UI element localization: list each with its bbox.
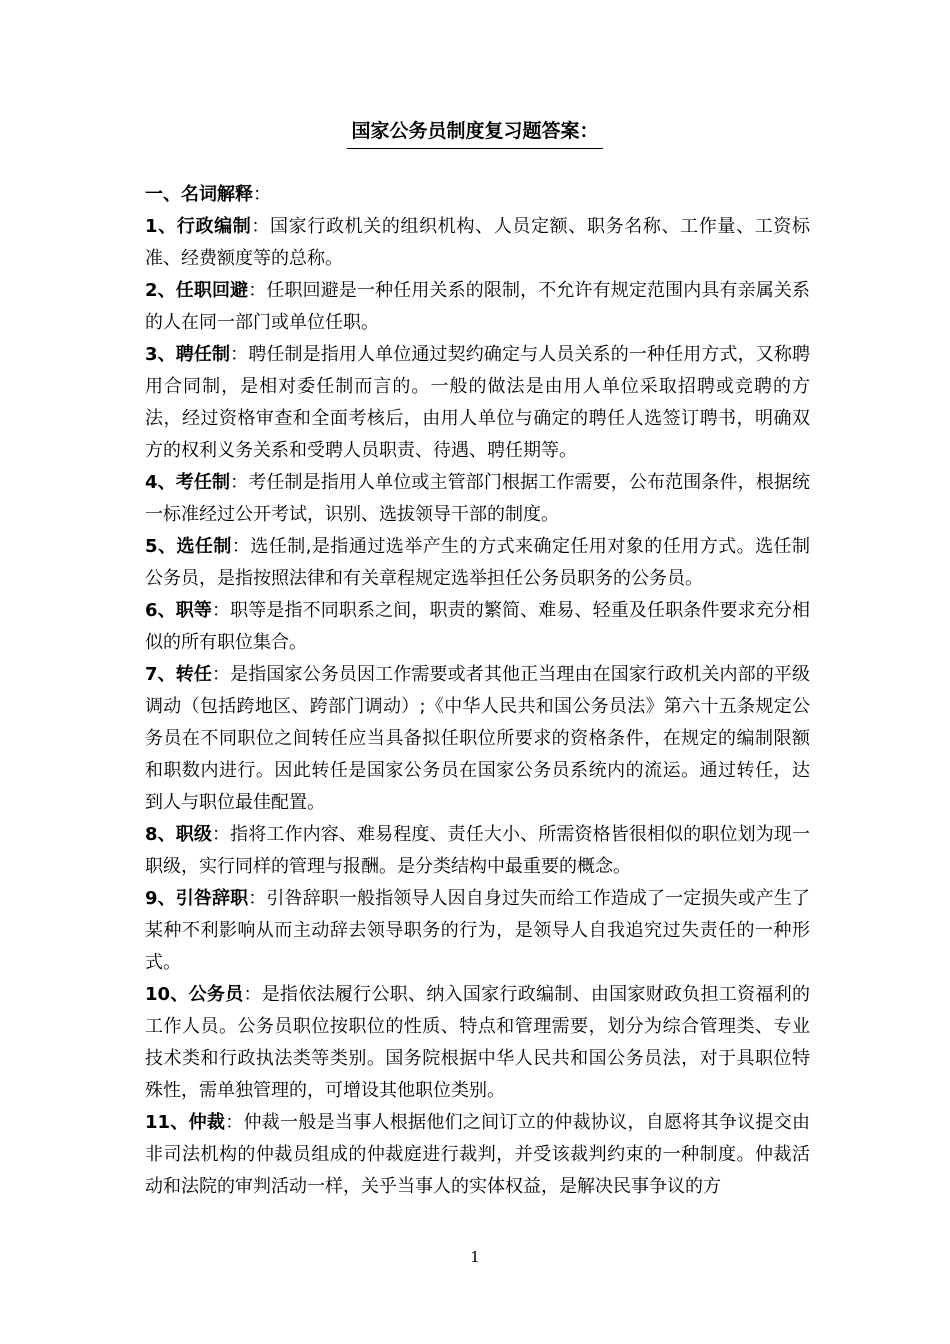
document-body [145, 179, 810, 1203]
term-number: 8、 [145, 824, 176, 845]
term-number: 2、 [145, 280, 176, 301]
term-entry [145, 275, 810, 339]
term-name: 职等 [175, 600, 213, 621]
document-title-text: 国家公务员制度复习题答案： [347, 118, 602, 149]
term-name: 聘任制 [175, 344, 231, 365]
term-definition: ：聘任制是指用人单位通过契约确定与人员关系的一种任用方式，又称聘用合同制，是相对委任制而言的。一般的做法是由用人单位采取招聘或竞聘的方法，经过资格审查和全面考核后，由用人单位与确定的聘任人选签订聘书，明确双方的权利义务关系和受聘人员职责、待遇、聘任期等。 [145, 344, 811, 461]
document-title [0, 118, 950, 149]
term-definition: ：职等是指不同职系之间，职责的繁简、难易、轻重及任职条件要求充分相似的所有职位集合。 [145, 600, 810, 653]
term-entry [145, 531, 810, 595]
term-name: 任职回避 [175, 280, 249, 301]
term-definition: ：国家行政机关的组织机构、人员定额、职务名称、工作量、工资标准、经费额度等的总称。 [145, 216, 811, 269]
term-entry [145, 339, 810, 467]
term-number: 6、 [145, 600, 176, 621]
term-number: 9、 [145, 888, 176, 909]
term-entry [145, 467, 810, 531]
term-definition: ：选任制,是指通过选举产生的方式来确定任用对象的任用方式。选任制公务员，是指按照法律和有关章程规定选举担任公务员职务的公务员。 [145, 536, 811, 589]
term-list [145, 211, 810, 1203]
section-label: 一、名词解释 [145, 184, 253, 205]
term-number: 5、 [145, 536, 177, 557]
term-definition: ：仲裁一般是当事人根据他们之间订立的仲裁协议，自愿将其争议提交由非司法机构的仲裁员组成的仲裁庭进行裁判，并受该裁判约束的一种制度。仲裁活动和法院的审判活动一样，关乎当事人的实体权益，是解决民事争议的方 [145, 1112, 811, 1197]
term-entry [145, 659, 810, 819]
term-entry [145, 211, 810, 275]
term-entry [145, 883, 810, 979]
term-number: 10、 [145, 984, 189, 1005]
term-entry [145, 1107, 810, 1203]
term-entry [145, 979, 810, 1107]
term-name: 引咎辞职 [175, 888, 249, 909]
term-entry [145, 595, 810, 659]
page-number: 1 [470, 1248, 480, 1266]
term-definition: ：引咎辞职一般指领导人因自身过失而给工作造成了一定损失或产生了某种不利影响从而主动辞去领导职务的行为，是领导人自我追究过失责任的一种形式。 [145, 888, 811, 973]
section-colon: ： [253, 184, 271, 205]
term-name: 选任制 [176, 536, 232, 557]
term-definition: ：是指国家公务员因工作需要或者其他正当理由在国家行政机关内部的平级调动（包括跨地区、跨部门调动）;《中华人民共和国公务员法》第六十五条规定公务员在不同职位之间转任应当具备拟任职位所要求的资格条件，在规定的编制限额和职数内进行。因此转任是国家公务员在国家公务员系统内的流运。通过转任，达到人与职位最佳配置。 [145, 664, 810, 813]
term-number: 11、 [145, 1112, 189, 1133]
term-number: 7、 [145, 664, 176, 685]
term-number: 4、 [145, 472, 176, 493]
term-name: 行政编制 [176, 216, 252, 237]
term-definition: ：指将工作内容、难易程度、责任大小、所需资格皆很相似的职位划为现一职级，实行同样的管理与报酬。是分类结构中最重要的概念。 [145, 824, 810, 877]
section-heading [145, 179, 810, 211]
term-definition: ：任职回避是一种任用关系的限制，不允许有规定范围内具有亲属关系的人在同一部门或单位任职。 [145, 280, 811, 333]
term-definition: ：是指依法履行公职、纳入国家行政编制、由国家财政负担工资福利的工作人员。公务员职位按职位的性质、特点和管理需要，划分为综合管理类、专业技术类和行政执法类等类别。国务院根据中华人民共和国公务员法，对于具职位特殊性，需单独管理的，可增设其他职位类别。 [145, 984, 810, 1101]
term-entry [145, 819, 810, 883]
term-name: 考任制 [175, 472, 231, 493]
term-definition: ：考任制是指用人单位或主管部门根据工作需要，公布范围条件，根据统一标准经过公开考试，识别、选拔领导干部的制度。 [145, 472, 811, 525]
term-number: 1、 [145, 216, 177, 237]
term-name: 仲裁 [188, 1112, 226, 1133]
term-name: 转任 [175, 664, 213, 685]
term-name: 公务员 [188, 984, 244, 1005]
term-number: 3、 [145, 344, 176, 365]
term-name: 职级 [175, 824, 213, 845]
